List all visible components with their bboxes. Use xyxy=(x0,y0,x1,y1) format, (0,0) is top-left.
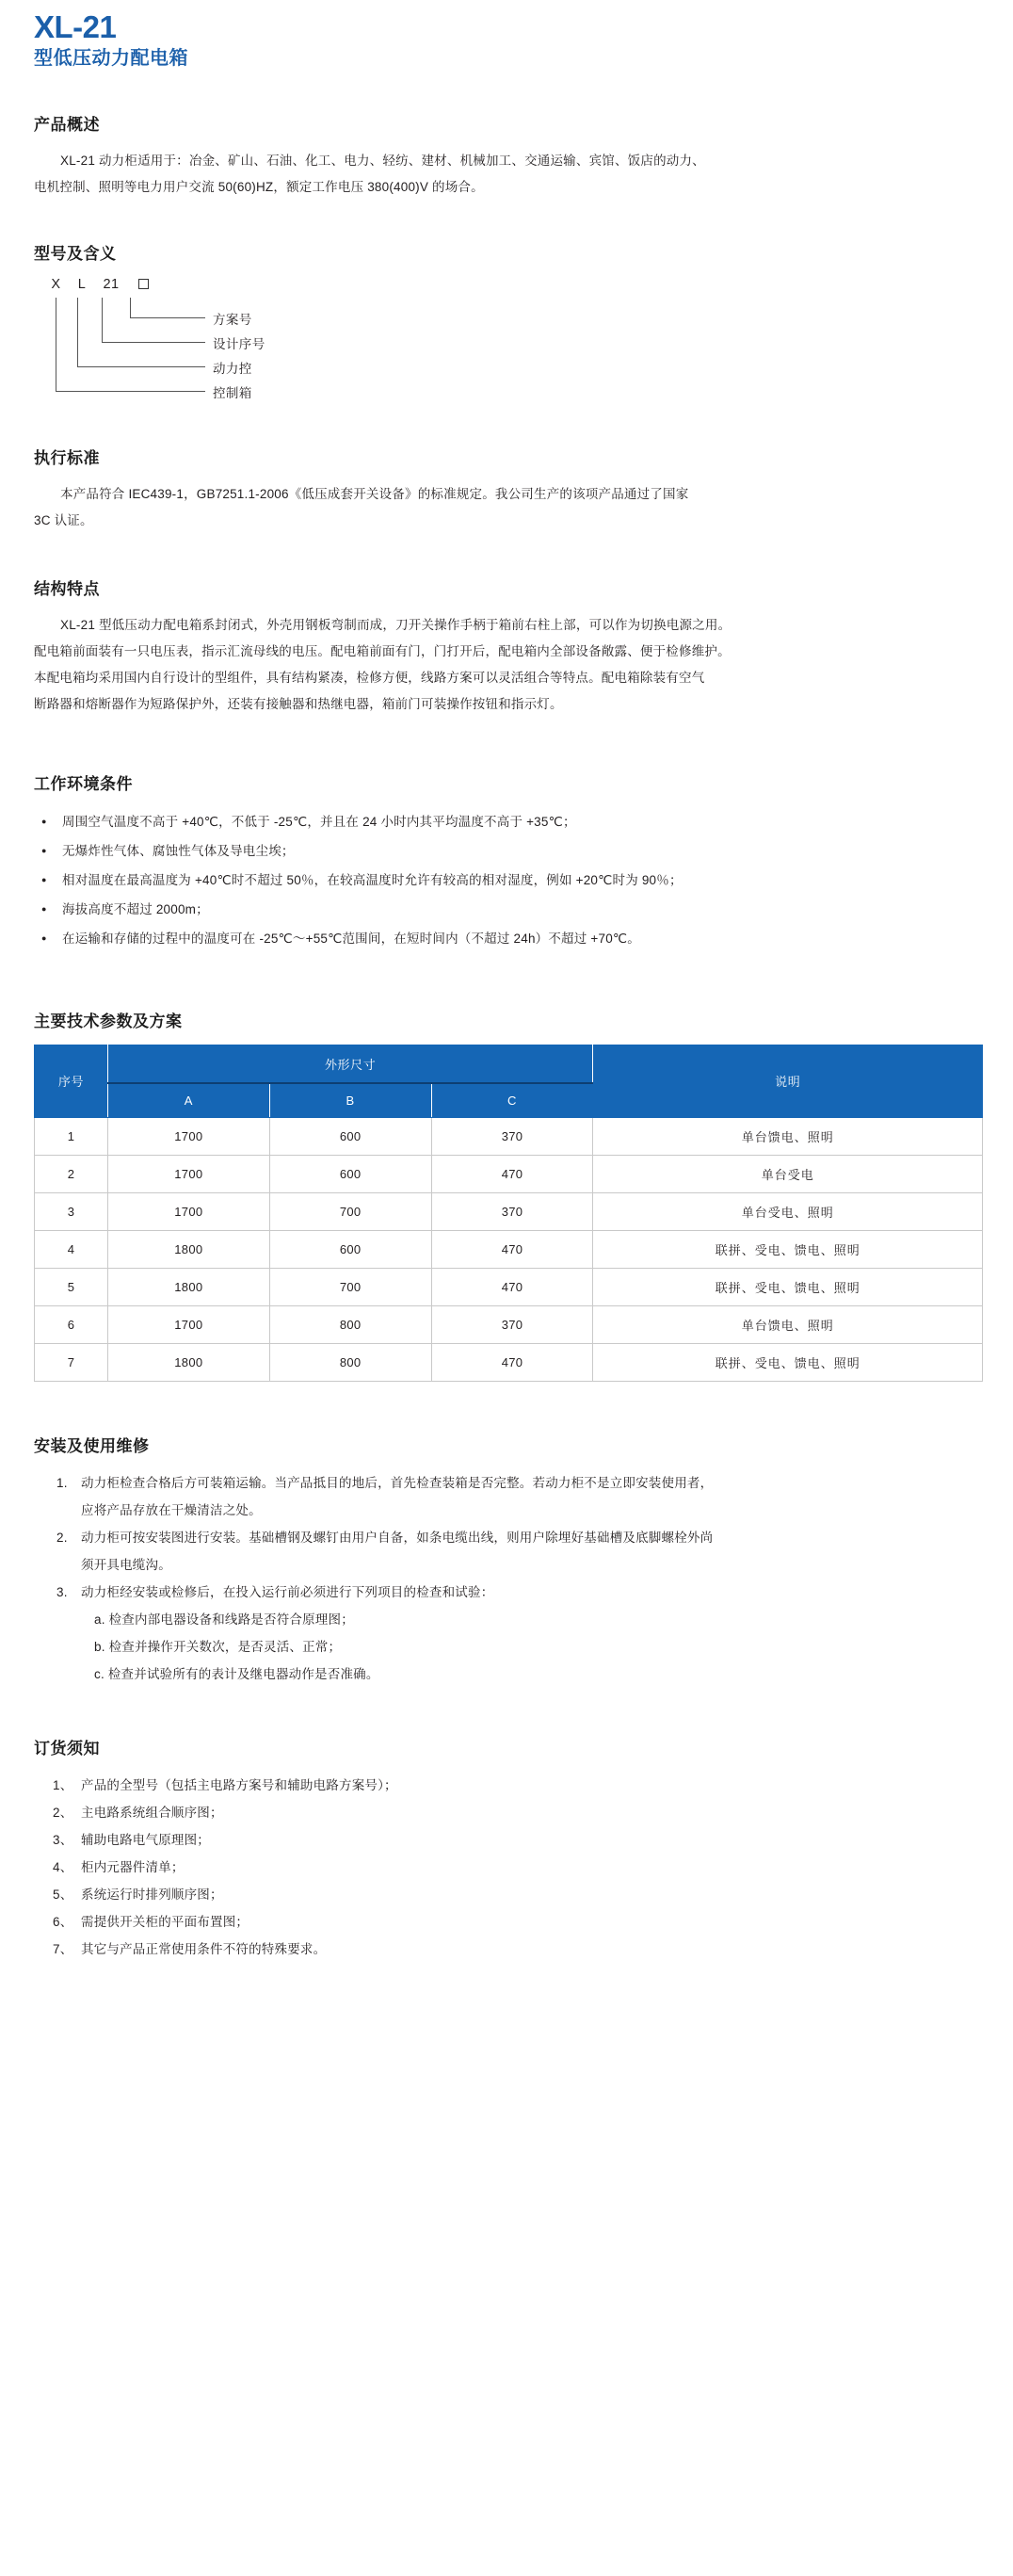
leader-stem-1 xyxy=(130,298,131,318)
cell-b: 700 xyxy=(269,1268,431,1305)
col-header-no: 序号 xyxy=(35,1045,108,1117)
section-heading-model-meaning: 型号及含义 xyxy=(34,244,117,263)
model-code-row xyxy=(45,277,158,292)
cell-c: 370 xyxy=(431,1305,593,1343)
install-item-2-line-2: 须开具电缆沟。 xyxy=(81,1557,171,1572)
section-heading-overview: 产品概述 xyxy=(34,115,100,134)
cell-b: 800 xyxy=(269,1343,431,1381)
spec-table-body xyxy=(35,1117,983,1381)
col-header-description: 说明 xyxy=(593,1045,983,1117)
cell-c: 470 xyxy=(431,1230,593,1268)
cell-c: 370 xyxy=(431,1192,593,1230)
install-item-2-line-1: 动力柜可按安装图进行安装。基础槽钢及螺钉由用户自备，如条电缆出线，则用户除埋好基础槽及底脚螺栓外尚 xyxy=(81,1530,714,1545)
cell-description: 单台受电 xyxy=(593,1155,983,1192)
leader-stem-2 xyxy=(102,298,103,343)
title-block xyxy=(17,0,996,72)
cell-no: 2 xyxy=(35,1155,108,1192)
section-heading-ordering: 订货须知 xyxy=(34,1739,100,1758)
table-row xyxy=(35,1230,983,1268)
install-item-1-line-2: 应将产品存放在干燥清洁之处。 xyxy=(81,1502,262,1517)
section-ordering xyxy=(17,1735,996,1963)
cell-a: 1800 xyxy=(107,1343,269,1381)
list-item: ● 海拔高度不超过 2000m； xyxy=(41,895,996,924)
cell-no: 1 xyxy=(35,1117,108,1155)
cell-description: 单台受电、照明 xyxy=(593,1192,983,1230)
sub-list-item: a. 检查内部电器设备和线路是否符合原理图； xyxy=(94,1612,354,1627)
section-specs xyxy=(17,1008,996,1382)
cell-no: 3 xyxy=(35,1192,108,1230)
leader-line-1 xyxy=(130,317,205,318)
leader-line-3 xyxy=(77,366,205,367)
list-item: 系统运行时排列顺序图； xyxy=(81,1887,223,1902)
structure-paragraph-4: 断路器和熔断器作为短路保护外，还装有接触器和热继电器，箱前门可装操作按钮和指示灯。 xyxy=(34,696,563,711)
cell-c: 470 xyxy=(431,1155,593,1192)
leader-line-2 xyxy=(102,342,205,343)
cell-b: 800 xyxy=(269,1305,431,1343)
cell-a: 1800 xyxy=(107,1230,269,1268)
list-item: 主电路系统组合顺序图； xyxy=(81,1805,223,1820)
cell-description: 联拼、受电、馈电、照明 xyxy=(593,1230,983,1268)
sub-list-item: c. 检查并试验所有的表计及继电器动作是否准确。 xyxy=(94,1666,379,1681)
structure-paragraph-1: XL-21 型低压动力配电箱系封闭式，外壳用钢板弯制而成，刀开关操作手柄于箱前右柱上部，可以作为切换电源之用。 xyxy=(60,617,732,632)
model-code-x: X xyxy=(51,276,61,292)
cell-description: 单台馈电、照明 xyxy=(593,1305,983,1343)
section-standards xyxy=(17,445,996,534)
structure-paragraph-2: 配电箱前面装有一只电压表，指示汇流母线的电压。配电箱前面有门，门打开后，配电箱内全部设备敞露、便于检修维护。 xyxy=(34,643,731,658)
page-subtitle: 型低压动力配电箱 xyxy=(34,47,188,69)
list-item: 产品的全型号（包括主电路方案号和辅助电路方案号）； xyxy=(81,1777,397,1792)
installation-list xyxy=(55,1469,996,1688)
cell-a: 1700 xyxy=(107,1192,269,1230)
model-label-scheme-no: 方案号 xyxy=(213,312,252,327)
section-overview xyxy=(17,111,996,201)
list-item: 需提供开关柜的平面布置图； xyxy=(81,1914,249,1929)
list-item xyxy=(77,1579,996,1688)
leader-stem-3 xyxy=(77,298,78,367)
section-structure xyxy=(17,575,996,718)
cell-no: 5 xyxy=(35,1268,108,1305)
table-row xyxy=(35,1343,983,1381)
table-row xyxy=(35,1305,983,1343)
section-heading-installation: 安装及使用维修 xyxy=(34,1436,150,1455)
model-label-power-ctrl: 动力控 xyxy=(213,361,252,376)
cell-description: 单台馈电、照明 xyxy=(593,1117,983,1155)
list-item xyxy=(77,1524,996,1579)
overview-paragraph-1: XL-21 动力柜适用于：冶金、矿山、石油、化工、电力、轻纺、建材、机械加工、交通运输、宾馆、饭店的动力、 xyxy=(60,153,705,168)
table-row xyxy=(35,1117,983,1155)
cell-c: 470 xyxy=(431,1343,593,1381)
table-header-row-1 xyxy=(35,1045,983,1083)
list-item: 柜内元器件清单； xyxy=(81,1859,185,1874)
square-placeholder-icon xyxy=(138,279,149,289)
table-row xyxy=(35,1155,983,1192)
list-item: 其它与产品正常使用条件不符的特殊要求。 xyxy=(81,1941,327,1956)
spec-table-head xyxy=(35,1045,983,1117)
cell-no: 7 xyxy=(35,1343,108,1381)
cell-b: 600 xyxy=(269,1117,431,1155)
section-environment xyxy=(17,770,996,953)
section-installation xyxy=(17,1433,996,1688)
model-code-21: 21 xyxy=(103,276,120,292)
cell-b: 600 xyxy=(269,1155,431,1192)
section-heading-standards: 执行标准 xyxy=(34,448,100,467)
environment-list xyxy=(41,807,996,953)
overview-paragraph-2: 电机控制、照明等电力用户交流 50(60)HZ，额定工作电压 380(400)V 的场合。 xyxy=(34,179,484,194)
cell-no: 6 xyxy=(35,1305,108,1343)
cell-b: 700 xyxy=(269,1192,431,1230)
cell-c: 370 xyxy=(431,1117,593,1155)
model-code-l: L xyxy=(77,276,87,292)
section-model-meaning xyxy=(17,240,996,399)
list-item: ● 周围空气温度不高于 +40℃，不低于 -25℃，并且在 24 小时内其平均温度不高于 +35℃； xyxy=(41,807,996,836)
table-row xyxy=(35,1268,983,1305)
list-item: ● 相对温度在最高温度为 +40℃时不超过 50％，在较高温度时允许有较高的相对湿度，例如 +20℃时为 90％； xyxy=(41,866,996,895)
cell-a: 1700 xyxy=(107,1155,269,1192)
model-label-design-no: 设计序号 xyxy=(213,336,265,351)
cell-c: 470 xyxy=(431,1268,593,1305)
model-label-control-box: 控制箱 xyxy=(213,385,252,400)
structure-paragraph-3: 本配电箱均采用国内自行设计的型组件，具有结构紧凑，检修方便，线路方案可以灵活组合等特点。配电箱除装有空气 xyxy=(34,670,705,685)
installation-sublist xyxy=(81,1606,996,1688)
list-item: ● 在运输和存储的过程中的温度可在 -25℃～+55℃范围间，在短时间内（不超过 24h）不超过 +70℃。 xyxy=(41,924,996,953)
cell-a: 1800 xyxy=(107,1268,269,1305)
install-item-1-line-1: 动力柜检查合格后方可装箱运输。当产品抵目的地后，首先检查装箱是否完整。若动力柜不是立即安装使用者， xyxy=(81,1475,714,1490)
cell-description: 联拼、受电、馈电、照明 xyxy=(593,1343,983,1381)
spec-table xyxy=(34,1045,983,1382)
model-code-box xyxy=(130,277,158,292)
standards-paragraph-2: 3C 认证。 xyxy=(34,512,93,527)
col-group-header-dimensions: 外形尺寸 xyxy=(107,1045,592,1083)
cell-description: 联拼、受电、馈电、照明 xyxy=(593,1268,983,1305)
section-heading-specs: 主要技术参数及方案 xyxy=(34,1012,183,1030)
cell-a: 1700 xyxy=(107,1117,269,1155)
cell-a: 1700 xyxy=(107,1305,269,1343)
install-item-3-line-1: 动力柜经安装或检修后，在投入运行前必须进行下列项目的检查和试验： xyxy=(81,1584,494,1599)
section-heading-structure: 结构特点 xyxy=(34,579,100,598)
sub-list-item: b. 检查并操作开关数次，是否灵活、正常； xyxy=(94,1639,342,1654)
list-item xyxy=(77,1469,996,1524)
model-code-diagram xyxy=(45,277,441,399)
leader-line-4 xyxy=(56,391,205,392)
ordering-list xyxy=(55,1772,996,1963)
page-title: XL-21 xyxy=(34,9,117,44)
standards-paragraph-1: 本产品符合 IEC439-1，GB7251.1-2006《低压成套开关设备》的标准规定。我公司生产的该项产品通过了国家 xyxy=(60,486,689,501)
col-header-b: B xyxy=(269,1083,431,1118)
cell-no: 4 xyxy=(35,1230,108,1268)
section-heading-environment: 工作环境条件 xyxy=(34,774,133,793)
table-row xyxy=(35,1192,983,1230)
col-header-a: A xyxy=(107,1083,269,1118)
col-header-c: C xyxy=(431,1083,593,1118)
list-item: ● 无爆炸性气体、腐蚀性气体及导电尘埃； xyxy=(41,836,996,866)
list-item: 辅助电路电气原理图； xyxy=(81,1832,210,1847)
cell-b: 600 xyxy=(269,1230,431,1268)
